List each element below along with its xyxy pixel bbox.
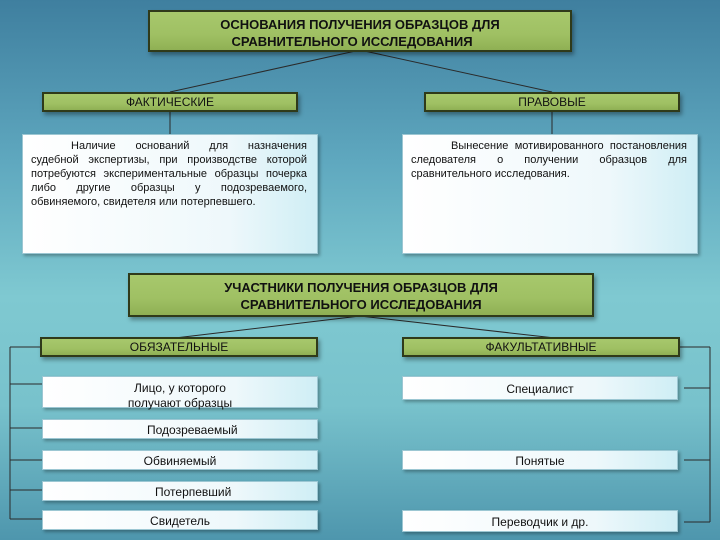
legal-text: Вынесение мотивированного постановления следователя о получении образцов для сравнительного исследования.	[411, 140, 687, 180]
optional-item-2: Понятые	[515, 454, 565, 468]
legal-label-box	[424, 92, 680, 112]
mandatory-item-4: Потерпевший	[155, 485, 232, 499]
optional-label-box	[402, 337, 680, 357]
optional-item-1: Специалист	[506, 382, 574, 396]
participants-title-line2: СРАВНИТЕЛЬНОГО ИССЛЕДОВАНИЯ	[240, 297, 482, 312]
mandatory-item	[42, 510, 318, 530]
top-title	[148, 10, 572, 52]
mandatory-item	[42, 450, 318, 470]
factual-label-box	[42, 92, 298, 112]
legal-label: ПРАВОВЫЕ	[518, 95, 586, 109]
mandatory-item	[42, 481, 318, 501]
mandatory-item	[42, 376, 318, 408]
top-title-line1: ОСНОВАНИЯ ПОЛУЧЕНИЯ ОБРАЗЦОВ ДЛЯ	[220, 17, 500, 32]
mandatory-item	[42, 419, 318, 439]
mandatory-item-3: Обвиняемый	[143, 454, 217, 468]
optional-item	[402, 510, 678, 532]
optional-item	[402, 376, 678, 400]
factual-label: ФАКТИЧЕСКИЕ	[125, 95, 215, 109]
participants-title-line1: УЧАСТНИКИ ПОЛУЧЕНИЯ ОБРАЗЦОВ ДЛЯ	[224, 280, 498, 295]
mandatory-label: ОБЯЗАТЕЛЬНЫЕ	[129, 340, 229, 354]
top-title-line2: СРАВНИТЕЛЬНОГО ИССЛЕДОВАНИЯ	[231, 34, 473, 49]
legal-text-box	[402, 134, 698, 254]
factual-text-box	[22, 134, 318, 254]
mandatory-label-box	[40, 337, 318, 357]
mandatory-item-1: Лицо, у которого получают образцы	[127, 381, 233, 410]
mandatory-item-2: Подозреваемый	[147, 423, 238, 437]
optional-item	[402, 450, 678, 470]
factual-text: Наличие оснований для назначения судебной экспертизы, при производстве которой потребуются экспериментальные образцы почерка либо другие образцы у подозреваемого, обвиняемого, свидетеля или потерпевшего.	[31, 140, 307, 208]
optional-item-3: Переводчик и др.	[491, 515, 589, 529]
participants-title	[128, 273, 594, 317]
mandatory-item-5: Свидетель	[150, 514, 210, 528]
optional-label: ФАКУЛЬТАТИВНЫЕ	[485, 340, 597, 354]
